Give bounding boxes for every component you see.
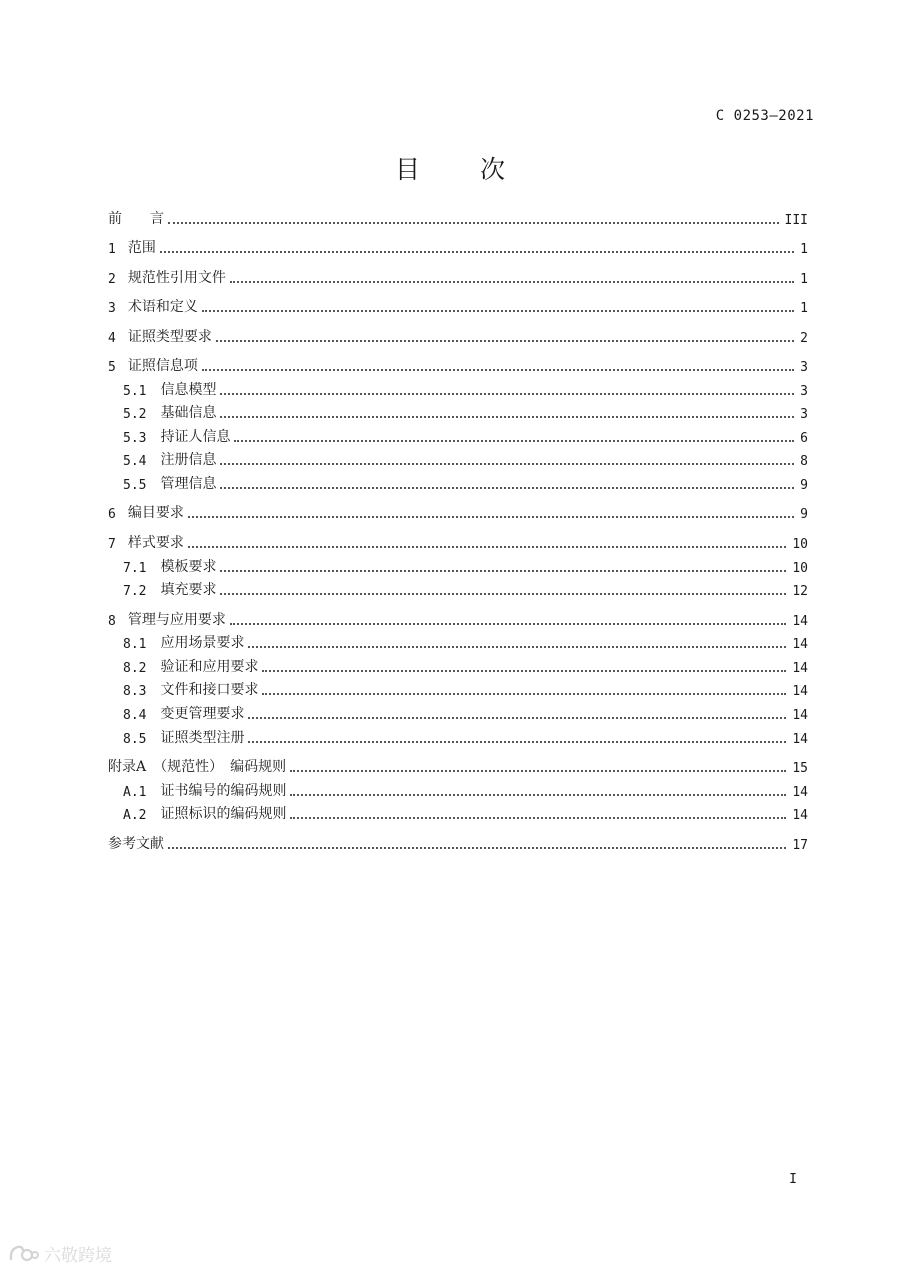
toc-entry[interactable]: [108, 676, 808, 700]
toc-entry[interactable]: [108, 422, 808, 446]
toc-entry-number: A.1: [123, 784, 147, 800]
toc-entry-page: 6: [800, 430, 808, 446]
toc-entry-page: 8: [800, 454, 808, 470]
toc-entry-number: 7.2: [123, 584, 147, 600]
toc-entry-page: 9: [800, 477, 808, 493]
toc-entry-label: 证照类型要求: [127, 328, 212, 345]
toc-dot-leader: [202, 302, 794, 312]
toc-entry-number: 8.5: [123, 731, 147, 747]
toc-entry-number: 1: [108, 242, 116, 257]
toc-entry-label: 附录A （规范性） 编码规则: [108, 759, 287, 776]
toc-entry-number: 7.1: [123, 560, 147, 576]
toc-dot-leader: [220, 562, 786, 572]
toc-entry-page: 15: [792, 761, 808, 777]
toc-entry-page: 3: [800, 383, 808, 399]
toc-entry-page: 10: [792, 560, 808, 576]
toc-entry-number: 3: [108, 301, 116, 316]
toc-entry-number: 5.3: [123, 430, 147, 446]
toc-entry-label: 前 言: [108, 210, 164, 227]
toc-dot-leader: [220, 455, 794, 465]
toc-dot-leader: [262, 662, 786, 672]
toc-entry-label: 信息模型: [160, 381, 217, 398]
toc-entry[interactable]: [108, 599, 808, 629]
toc-entry-page: 12: [792, 584, 808, 600]
watermark: [8, 1241, 112, 1266]
toc-entry[interactable]: [108, 399, 808, 423]
toc-entry[interactable]: [108, 257, 808, 287]
toc-entry-label: 文件和接口要求: [160, 682, 259, 699]
toc-dot-leader: [168, 214, 779, 224]
toc-entry[interactable]: [108, 522, 808, 552]
toc-dot-leader: [262, 685, 786, 695]
toc-entry-label: 模板要求: [160, 558, 217, 575]
toc-entry[interactable]: [108, 287, 808, 317]
toc-entry-number: 8.1: [123, 637, 147, 653]
table-of-contents: [108, 198, 808, 853]
toc-entry-label: 术语和定义: [127, 299, 198, 315]
toc-entry-label: 证照标识的编码规则: [160, 806, 287, 823]
toc-entry[interactable]: [108, 747, 808, 777]
toc-entry-page: 14: [792, 784, 808, 800]
toc-entry-label: 证照类型注册: [160, 729, 245, 746]
toc-entry[interactable]: [108, 552, 808, 576]
toc-entry[interactable]: [108, 723, 808, 747]
toc-entry-page: 14: [792, 613, 808, 629]
toc-entry[interactable]: [108, 446, 808, 470]
toc-entry-number: 8.4: [123, 708, 147, 724]
toc-dot-leader: [188, 538, 787, 548]
page-title: 目 次: [395, 155, 531, 184]
toc-entry-page: 10: [792, 536, 808, 552]
watermark-logo-icon: [8, 1243, 40, 1265]
toc-dot-leader: [290, 786, 786, 796]
toc-entry-number: 5.5: [123, 477, 147, 493]
toc-entry-number: 4: [108, 330, 116, 346]
toc-entry-page: 1: [800, 301, 808, 316]
toc-dot-leader: [188, 508, 794, 518]
toc-entry-label: 管理信息: [160, 475, 217, 492]
toc-dot-leader: [220, 585, 786, 595]
toc-entry-page: 17: [792, 837, 808, 853]
toc-entry[interactable]: [108, 800, 808, 824]
toc-entry[interactable]: [108, 346, 808, 376]
toc-entry-page: 1: [800, 271, 808, 287]
toc-entry-number: 5.4: [123, 454, 147, 470]
toc-entry-label: 参考文献: [108, 835, 164, 852]
toc-entry-number: 8.2: [123, 660, 147, 676]
toc-entry[interactable]: [108, 823, 808, 853]
toc-entry-page: 14: [792, 684, 808, 700]
toc-entry-label: 变更管理要求: [160, 706, 245, 723]
toc-dot-leader: [290, 809, 786, 819]
toc-entry-number: 8: [108, 613, 116, 629]
toc-entry-page: 14: [792, 637, 808, 653]
toc-entry-label: 应用场景要求: [160, 635, 245, 652]
toc-entry-number: 5: [108, 360, 116, 375]
toc-entry[interactable]: [108, 316, 808, 346]
toc-entry-page: 9: [800, 507, 808, 523]
toc-entry-label: 证照信息项: [127, 358, 198, 374]
toc-dot-leader: [220, 385, 794, 395]
toc-entry-page: 2: [800, 330, 808, 346]
toc-entry-number: 2: [108, 271, 116, 287]
toc-entry-page: 14: [792, 808, 808, 824]
toc-dot-leader: [248, 733, 786, 743]
toc-entry-label: 持证人信息: [160, 428, 231, 445]
toc-dot-leader: [290, 762, 786, 772]
toc-entry-page: 3: [800, 407, 808, 423]
toc-entry[interactable]: [108, 699, 808, 723]
toc-entry-number: 7: [108, 536, 116, 552]
toc-entry-page: 14: [792, 660, 808, 676]
toc-entry[interactable]: [108, 629, 808, 653]
toc-entry-label: 基础信息: [160, 405, 217, 422]
toc-dot-leader: [160, 243, 794, 253]
toc-entry-page: 3: [800, 360, 808, 375]
document-code: C 0253—2021: [715, 108, 814, 124]
toc-entry-label: 编目要求: [127, 505, 184, 522]
toc-entry-number: 8.3: [123, 684, 147, 700]
toc-entry-number: A.2: [123, 808, 147, 824]
toc-entry-page: 1: [800, 242, 808, 257]
toc-entry-label: 验证和应用要求: [160, 658, 259, 675]
toc-entry-label: 样式要求: [127, 534, 184, 551]
toc-dot-leader: [168, 839, 786, 849]
toc-entry-number: 5.2: [123, 407, 147, 423]
toc-entry-label: 证书编号的编码规则: [160, 782, 287, 799]
toc-entry[interactable]: [108, 469, 808, 493]
toc-entry[interactable]: [108, 228, 808, 258]
toc-dot-leader: [216, 332, 794, 342]
toc-dot-leader: [230, 615, 787, 625]
toc-dot-leader: [220, 408, 794, 418]
toc-entry-page: III: [784, 212, 808, 228]
toc-dot-leader: [230, 273, 794, 283]
toc-dot-leader: [248, 638, 786, 648]
toc-entry-number: 5.1: [123, 383, 147, 399]
toc-entry-number: 6: [108, 507, 116, 523]
toc-entry-page: 14: [792, 708, 808, 724]
page-number: I: [789, 1172, 797, 1187]
toc-entry[interactable]: [108, 198, 808, 228]
toc-entry-label: 规范性引用文件: [127, 269, 226, 286]
toc-entry[interactable]: [108, 375, 808, 399]
toc-dot-leader: [234, 432, 794, 442]
toc-entry-label: 填充要求: [160, 582, 217, 599]
toc-entry[interactable]: [108, 576, 808, 600]
toc-dot-leader: [202, 361, 794, 371]
toc-entry-page: 14: [792, 731, 808, 747]
toc-entry[interactable]: [108, 493, 808, 523]
toc-dot-leader: [220, 479, 794, 489]
watermark-text: 六敬跨境: [44, 1246, 112, 1266]
toc-entry-label: 注册信息: [160, 452, 217, 469]
toc-entry[interactable]: [108, 652, 808, 676]
toc-entry-label: 管理与应用要求: [127, 611, 226, 628]
toc-entry-label: 范围: [127, 240, 156, 256]
toc-dot-leader: [248, 709, 786, 719]
toc-entry[interactable]: [108, 776, 808, 800]
